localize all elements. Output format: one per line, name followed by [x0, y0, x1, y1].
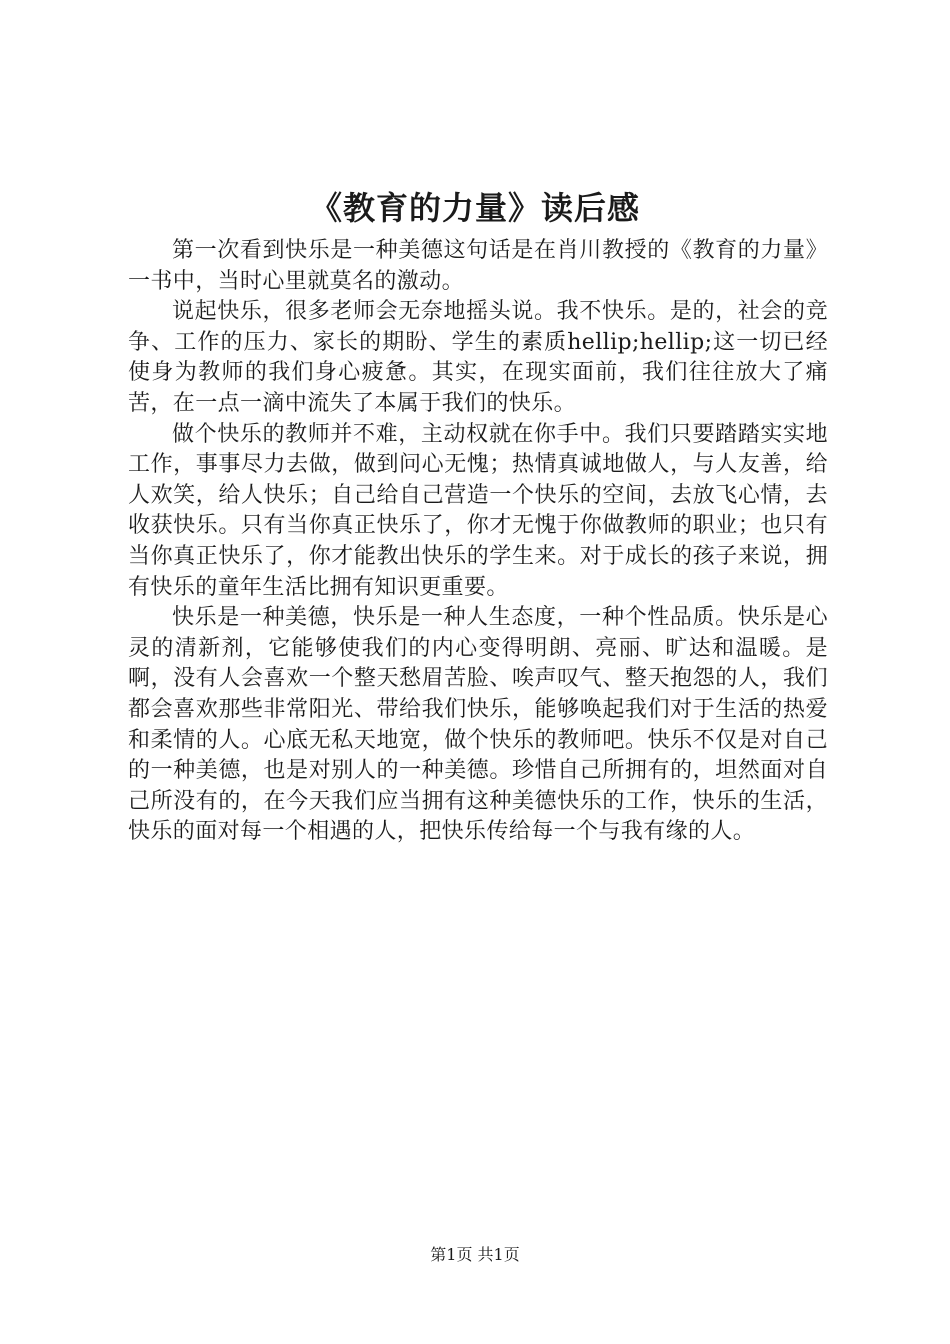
paragraph-1: 第一次看到快乐是一种美德这句话是在肖川教授的《教育的力量》一书中，当时心里就莫名的激动。	[128, 238, 828, 294]
document-body	[128, 236, 828, 848]
paragraph-2: 说起快乐，很多老师会无奈地摇头说。我不快乐。是的，社会的竞争、工作的压力、家长的期盼、学生的素质hellip;hellip;这一切已经使身为教师的我们身心疲惫。其实，在现实面前，我们往往放大了痛苦，在一点一滴中流失了本属于我们的快乐。	[128, 299, 828, 416]
paragraph-4: 快乐是一种美德，快乐是一种人生态度，一种个性品质。快乐是心灵的清新剂，它能够使我们的内心变得明朗、亮丽、旷达和温暖。是啊，没有人会喜欢一个整天愁眉苦脸、唉声叹气、整天抱怨的人，我们都会喜欢那些非常阳光、带给我们快乐，能够唤起我们对于生活的热爱和柔情的人。心底无私天地宽，做个快乐的教师吧。快乐不仅是对自己的一种美德，也是对别人的一种美德。珍惜自己所拥有的，坦然面对自己所没有的，在今天我们应当拥有这种美德快乐的工作，快乐的生活，快乐的面对每一个相遇的人，把快乐传给每一个与我有缘的人。	[128, 605, 828, 845]
page-number-footer: 第1页 共1页	[430, 1245, 520, 1264]
document-title: 《教育的力量》读后感	[309, 189, 640, 227]
paragraph-3: 做个快乐的教师并不难，主动权就在你手中。我们只要踏踏实实地工作，事事尽力去做，做到问心无愧；热情真诚地做人，与人友善，给人欢笑，给人快乐；自己给自己营造一个快乐的空间，去放飞心情，去收获快乐。只有当你真正快乐了，你才无愧于你做教师的职业；也只有当你真正快乐了，你才能教出快乐的学生来。对于成长的孩子来说，拥有快乐的童年生活比拥有知识更重要。	[128, 421, 828, 600]
